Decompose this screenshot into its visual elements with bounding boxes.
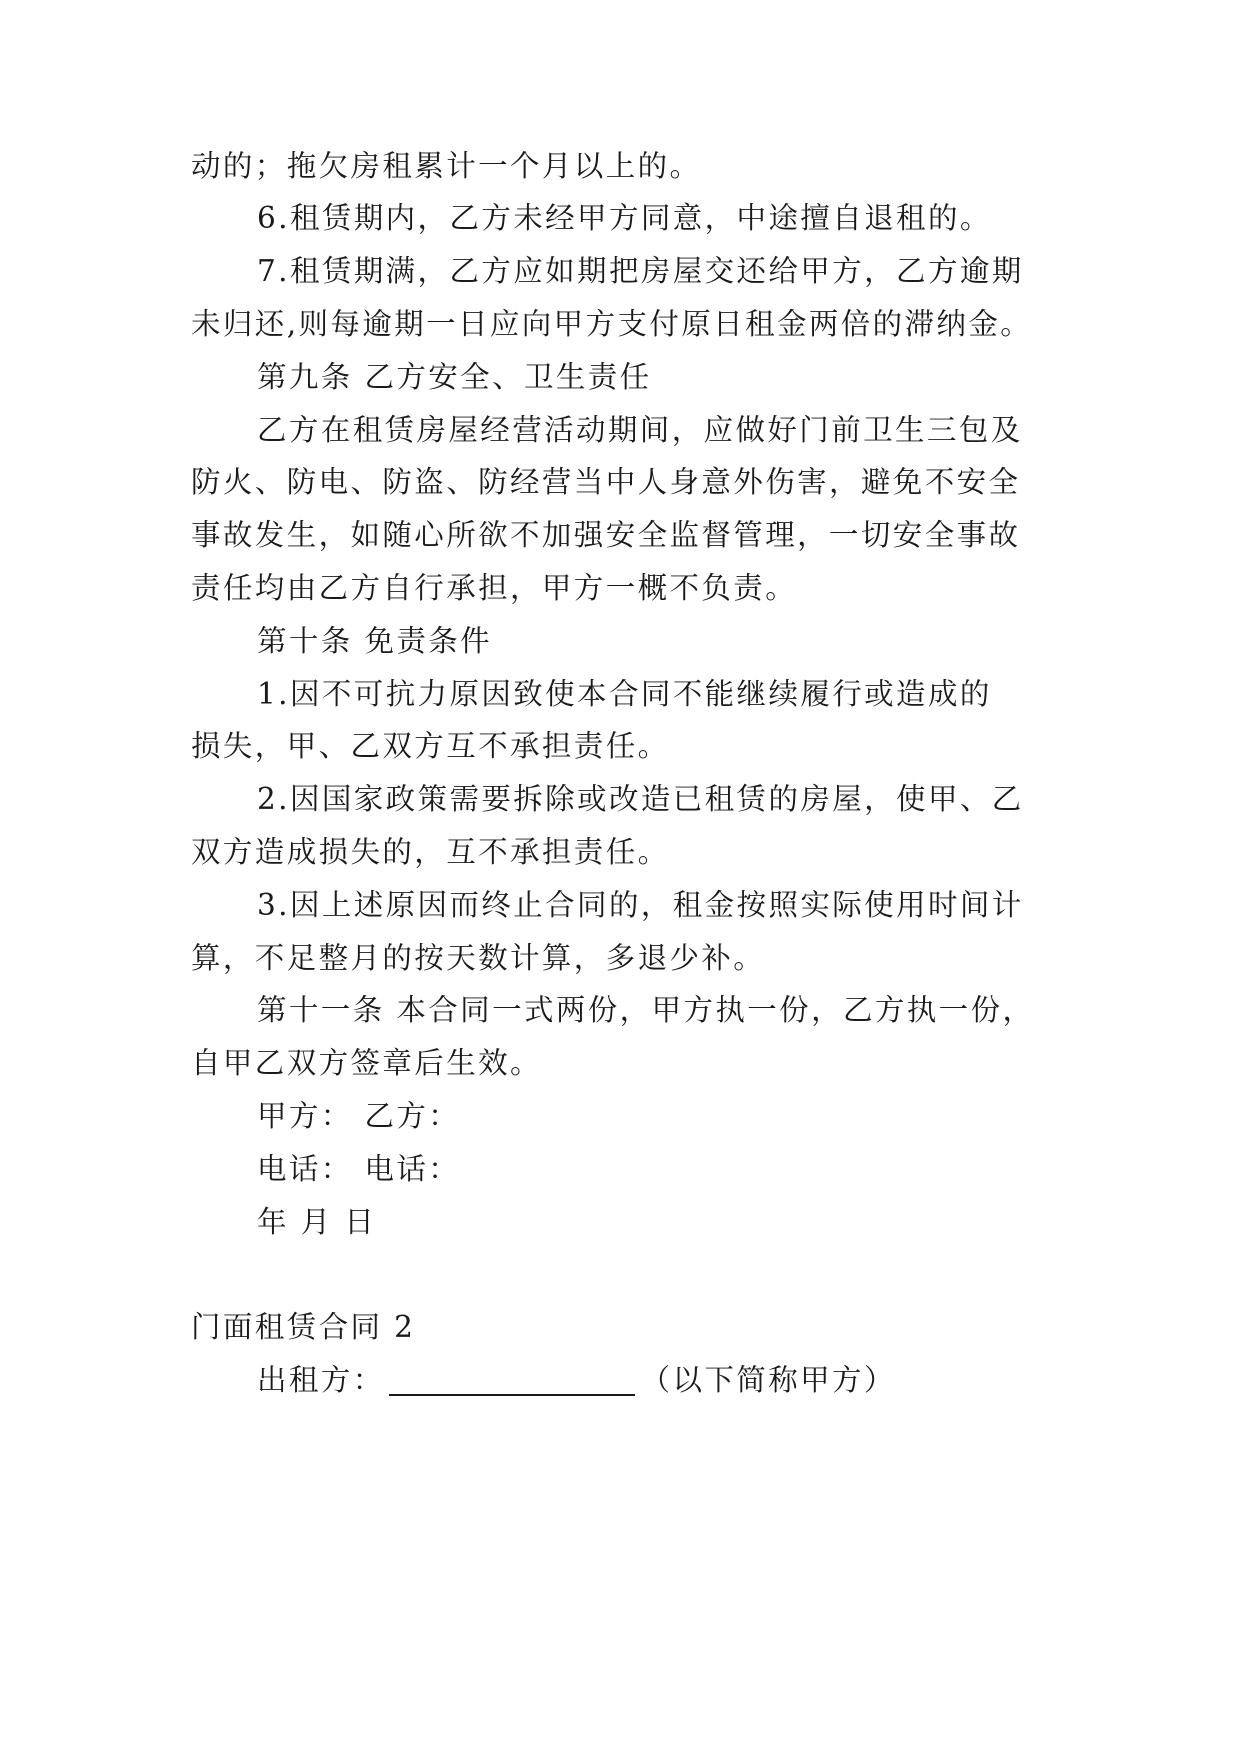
paragraph-line: 双方造成损失的，互不承担责任。	[191, 835, 670, 869]
paragraph-line: 7.租赁期满，乙方应如期把房屋交还给甲方，乙方逾期	[257, 254, 1024, 288]
lessor-label: 出租方：	[257, 1363, 385, 1397]
section-heading: 第十条 免责条件	[257, 624, 493, 658]
paragraph-line: 6.租赁期内，乙方未经甲方同意，中途擅自退租的。	[257, 201, 992, 235]
paragraph-line: 事故发生，如随心所欲不加强安全监督管理，一切安全事故	[191, 518, 1021, 552]
lessor-suffix: （以下简称甲方）	[640, 1363, 896, 1397]
signature-party-line: 甲方： 乙方：	[257, 1099, 461, 1133]
paragraph-line: 第十一条 本合同一式两份，甲方执一份，乙方执一份，	[257, 993, 1035, 1027]
signature-phone-line: 电话： 电话：	[257, 1152, 461, 1186]
paragraph-line: 自甲乙双方签章后生效。	[191, 1046, 542, 1080]
paragraph-line: 损失，甲、乙双方互不承担责任。	[191, 729, 670, 763]
paragraph-line: 乙方在租赁房屋经营活动期间，应做好门前卫生三包及	[257, 413, 1023, 447]
signature-date-line: 年 月 日	[257, 1205, 377, 1239]
paragraph-line: 1.因不可抗力原因致使本合同不能继续履行或造成的	[257, 677, 992, 711]
contract-title: 门面租赁合同 2	[191, 1310, 416, 1344]
section-heading: 第九条 乙方安全、卫生责任	[257, 360, 652, 394]
paragraph-line: 2.因国家政策需要拆除或改造已租赁的房屋，使甲、乙	[257, 782, 1024, 816]
paragraph-line: 未归还,则每逾期一日应向甲方支付原日租金两倍的滞纳金。	[191, 307, 1033, 341]
paragraph-line: 动的；拖欠房租累计一个月以上的。	[191, 149, 702, 183]
lessor-blank-field	[389, 1394, 635, 1396]
paragraph-line: 责任均由乙方自行承担，甲方一概不负责。	[191, 571, 798, 605]
paragraph-line: 防火、防电、防盗、防经营当中人身意外伤害，避免不安全	[191, 465, 1021, 499]
paragraph-line: 3.因上述原因而终止合同的，租金按照实际使用时间计	[257, 888, 1024, 922]
paragraph-line: 算，不足整月的按天数计算，多退少补。	[191, 941, 766, 975]
lessor-line	[0, 1360, 1241, 1400]
